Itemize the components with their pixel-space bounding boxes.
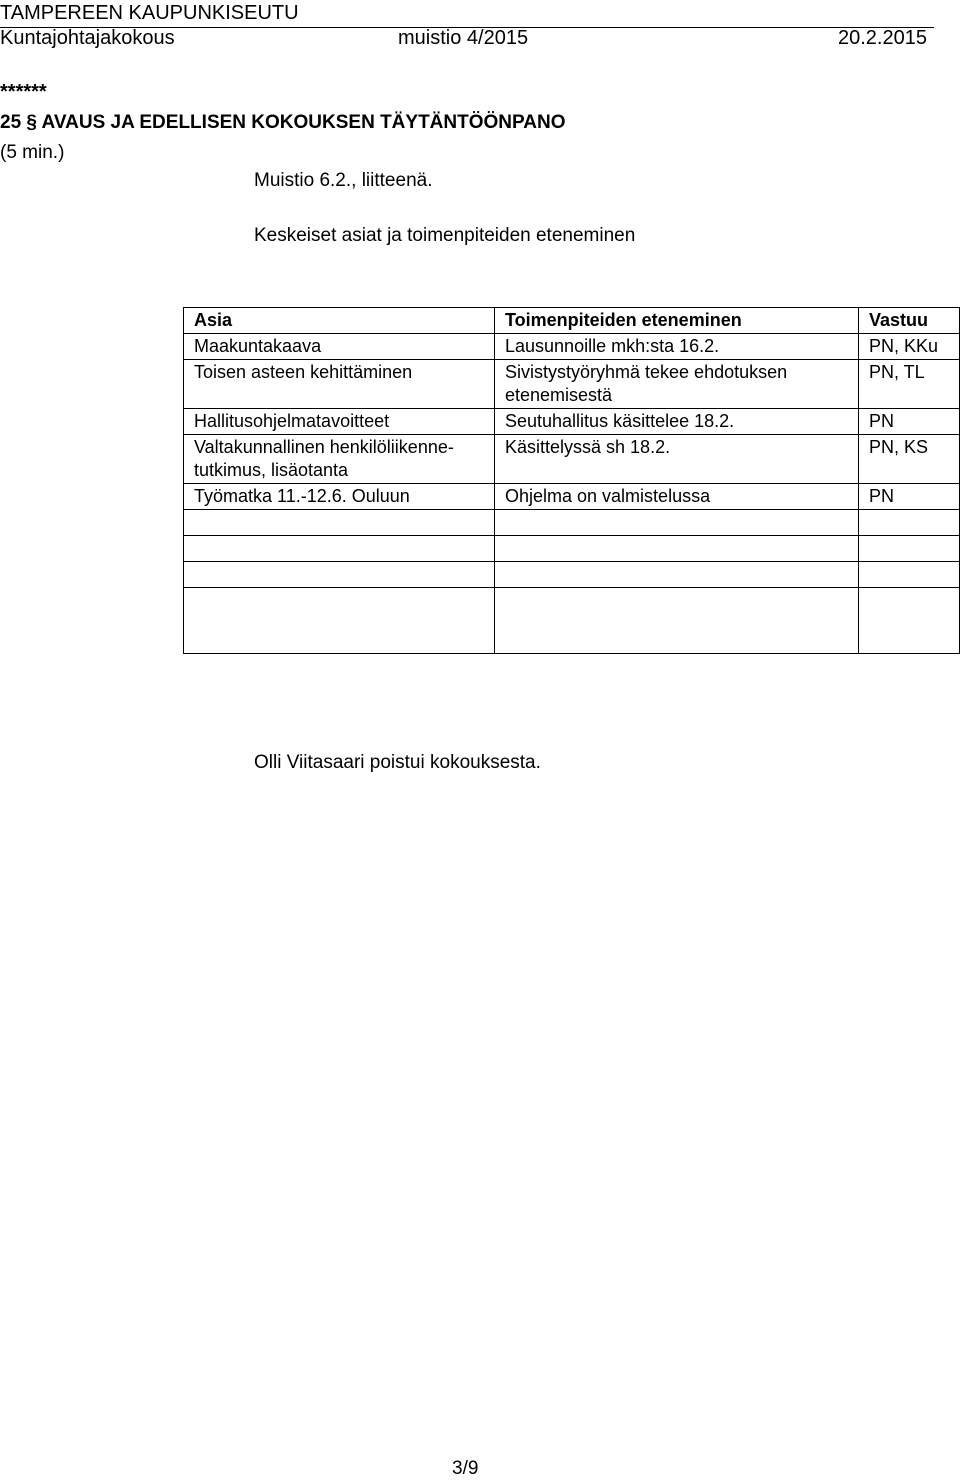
empty-table-row <box>184 510 960 536</box>
empty-cell <box>859 510 960 536</box>
empty-table-row <box>184 536 960 562</box>
empty-cell <box>184 562 495 588</box>
cell-toimenpiteet: Ohjelma on valmistelussa <box>495 484 859 510</box>
empty-cell <box>495 536 859 562</box>
separator: ****** <box>0 81 47 103</box>
cell-toimenpiteet: Käsittelyssä sh 18.2. <box>495 435 859 484</box>
header-toimenpiteet: Toimenpiteiden eteneminen <box>495 308 859 334</box>
empty-cell <box>859 562 960 588</box>
cell-toimenpiteet: Seutuhallitus käsittelee 18.2. <box>495 409 859 435</box>
section-duration: (5 min.) <box>0 142 65 163</box>
empty-cell <box>859 588 960 654</box>
empty-cell <box>184 588 495 654</box>
cell-asia: Työmatka 11.-12.6. Ouluun <box>184 484 495 510</box>
table-row <box>184 360 960 409</box>
empty-cell <box>495 588 859 654</box>
table-row <box>184 484 960 510</box>
cell-vastuu: PN, KKu <box>859 334 960 360</box>
cell-asia: Maakuntakaava <box>184 334 495 360</box>
table-row <box>184 334 960 360</box>
table-header-row <box>184 308 960 334</box>
empty-table-row <box>184 588 960 654</box>
empty-cell <box>859 536 960 562</box>
cell-asia: Hallitusohjelmatavoitteet <box>184 409 495 435</box>
page-number: 3/9 <box>452 1458 479 1479</box>
cell-toimenpiteet: Sivistystyöryhmä tekee ehdotuksen etenemisestä <box>495 360 859 409</box>
table-row <box>184 409 960 435</box>
closing-note: Olli Viitasaari poistui kokouksesta. <box>254 752 541 773</box>
cell-asia: Valtakunnallinen henkilöliikenne-tutkimus, lisäotanta <box>184 435 495 484</box>
table-row <box>184 435 960 484</box>
cell-asia: Toisen asteen kehittäminen <box>184 360 495 409</box>
empty-cell <box>184 536 495 562</box>
cell-vastuu: PN, TL <box>859 360 960 409</box>
meeting-date: 20.2.2015 <box>838 27 927 49</box>
empty-table-row <box>184 562 960 588</box>
intro-text: Keskeiset asiat ja toimenpiteiden eteneminen <box>254 225 636 246</box>
empty-cell <box>495 510 859 536</box>
header-vastuu: Vastuu <box>859 308 960 334</box>
cell-toimenpiteet: Lausunnoille mkh:sta 16.2. <box>495 334 859 360</box>
section-title: 25 § AVAUS JA EDELLISEN KOKOUKSEN TÄYTÄNTÖÖNPANO <box>0 112 566 133</box>
memo-number: muistio 4/2015 <box>398 27 529 49</box>
memo-note: Muistio 6.2., liitteenä. <box>254 170 433 191</box>
empty-cell <box>184 510 495 536</box>
header-asia: Asia <box>184 308 495 334</box>
cell-vastuu: PN <box>859 484 960 510</box>
meeting-name: Kuntajohtajakokous <box>0 27 175 49</box>
cell-vastuu: PN, KS <box>859 435 960 484</box>
empty-cell <box>495 562 859 588</box>
actions-table <box>183 307 960 654</box>
document-header <box>0 26 934 49</box>
organization-name: TAMPEREEN KAUPUNKISEUTU <box>0 2 299 24</box>
cell-vastuu: PN <box>859 409 960 435</box>
